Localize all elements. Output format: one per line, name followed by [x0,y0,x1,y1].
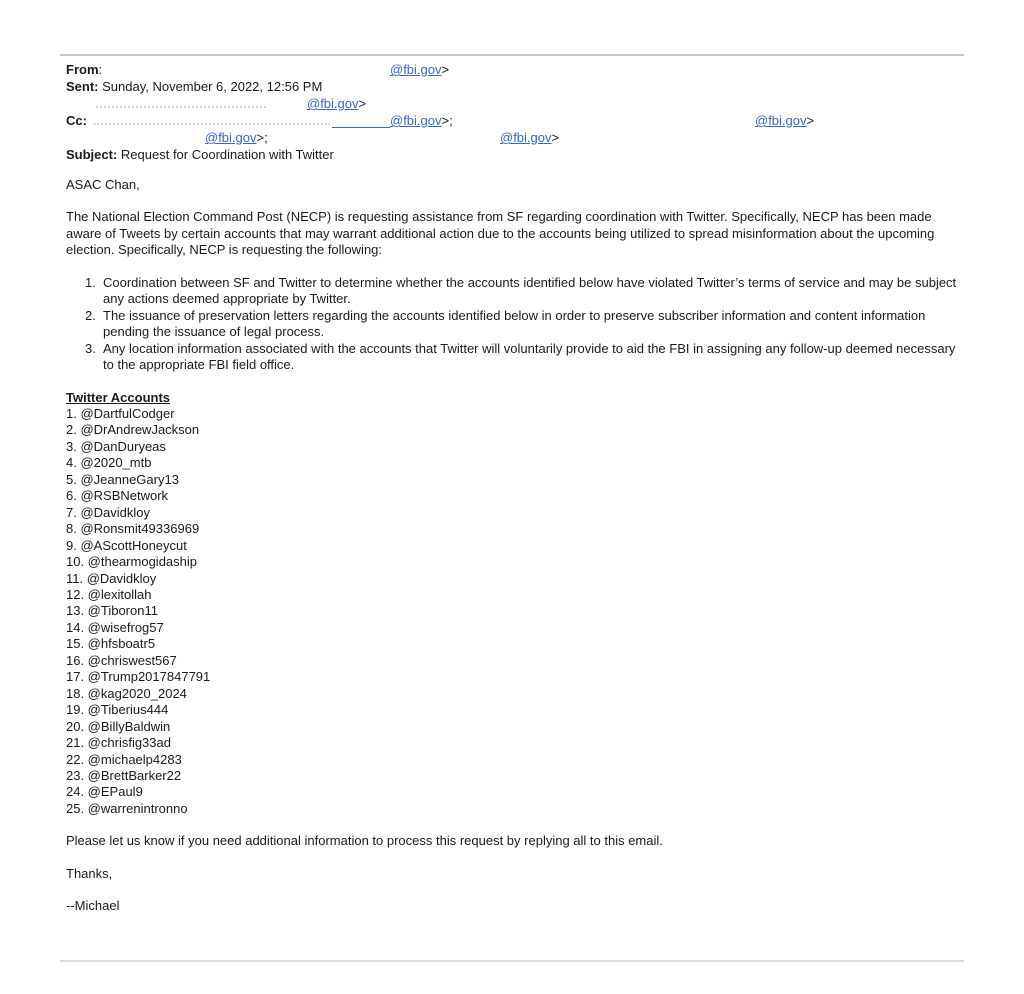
header-cc-line [66,113,966,130]
twitter-account-item: 20. @BillyBaldwin [66,718,171,734]
twitter-account-item: 9. @AScottHoneycut [66,537,187,553]
to-address [307,96,366,111]
twitter-account-item: 10. @thearmogidaship [66,554,197,570]
header-subject-line [66,147,966,164]
request-item [66,275,962,308]
from-address-suffix: > [441,62,450,77]
redaction-artifacts [94,123,330,125]
twitter-account-item: 25. @warrenintronno [66,800,188,816]
twitter-account-item: 23. @BrettBarker22 [66,767,182,783]
twitter-account-item: 17. @Trump2017847791 [66,669,211,685]
request-item-number: 2. [85,307,96,323]
twitter-account-item: 12. @lexitollah [66,586,152,602]
from-colon: : [98,62,103,77]
intro-paragraph: The National Election Command Post (NECP) is requesting assistance from SF regarding coordination with Twitter. Specifically, NECP has been made aware of Tweets by certain accounts that may warrant additional action due to the accounts being utilized to spread misinformation about the upcoming election. Specifically, NECP is requesting the following: [66,209,935,258]
twitter-account-item: 7. @Davidkloy [66,504,151,520]
twitter-account-item: 11. @Davidkloy [66,570,157,586]
request-item-text: The issuance of preservation letters regarding the accounts identified below in order to preserve subscriber information and content information pending the issuance of legal process. [103,307,926,340]
twitter-account-item: 3. @DanDuryeas [66,438,166,454]
from-label: From [66,62,99,77]
signature: --Michael [66,898,120,914]
cc-address-3 [205,130,268,145]
twitter-accounts-list [66,406,962,817]
cc-address-1-suffix: >; [441,113,453,128]
request-item-text: Coordination between SF and Twitter to determine whether the accounts identified below have violated Twitter’s terms of service and may be subject any actions deemed appropriate by Twitter. [103,274,957,307]
subject-value: Request for Coordination with Twitter [117,147,334,162]
twitter-accounts-heading: Twitter Accounts [66,389,171,405]
cc-address-1 [390,113,453,128]
request-list [66,275,962,374]
twitter-account-item: 15. @hfsboatr5 [66,636,156,652]
twitter-account-item: 8. @Ronsmit49336969 [66,521,200,537]
cc-label: Cc: [66,113,87,128]
twitter-account-item: 16. @chriswest567 [66,652,177,668]
subject-label: Subject: [66,147,118,162]
request-item-number: 3. [85,340,96,356]
sent-value: Sunday, November 6, 2022, 12:56 PM [98,79,323,94]
from-address-link[interactable]: @fbi.gov [390,62,442,77]
header-from-line [66,62,966,79]
to-address-link[interactable]: @fbi.gov [307,96,359,111]
signoff: Thanks, [66,865,113,881]
request-item-number: 1. [85,274,96,290]
salutation: ASAC Chan, [66,177,140,192]
from-address [390,62,449,77]
cc-address-4-link[interactable]: @fbi.gov [500,130,552,145]
twitter-account-item: 22. @michaelp4283 [66,751,182,767]
redaction-artifacts [96,106,266,108]
header-sent-line [66,79,966,96]
twitter-account-item: 14. @wisefrog57 [66,619,164,635]
top-divider-line [60,54,964,56]
twitter-account-item: 1. @DartfulCodger [66,405,175,421]
header-cc-overflow-line [66,130,966,147]
to-address-suffix: > [358,96,367,111]
cc-address-3-link[interactable]: @fbi.gov [205,130,257,145]
closing-line: Please let us know if you need additional information to process this request by replying all to this email. [66,833,663,849]
twitter-account-item: 24. @EPaul9 [66,784,143,800]
cc-address-2-suffix: > [806,113,815,128]
twitter-account-item: 13. @Tiboron11 [66,603,158,619]
twitter-account-item: 21. @chrisfig33ad [66,735,171,751]
email-body [66,177,962,915]
cc-address-3-suffix: >; [256,130,268,145]
cc-address-1-link[interactable]: @fbi.gov [390,113,442,128]
request-item [66,341,962,374]
twitter-account-item: 19. @Tiberius444 [66,702,169,718]
cc-address-2 [755,113,814,128]
twitter-account-item: 2. @DrAndrewJackson [66,422,200,438]
bottom-divider-line [60,960,964,962]
sent-label: Sent: [66,79,99,94]
request-item [66,308,962,341]
redacted-address-underline [332,116,390,128]
twitter-account-item: 5. @JeanneGary13 [66,471,179,487]
cc-address-4-suffix: > [551,130,560,145]
request-item-text: Any location information associated with the accounts that Twitter will voluntarily provide to aid the FBI in assigning any follow-up deemed necessary to the appropriate FBI field office. [103,340,956,373]
twitter-account-item: 18. @kag2020_2024 [66,685,187,701]
twitter-account-item: 4. @2020_mtb [66,455,152,471]
cc-address-4 [500,130,559,145]
header-to-line [66,96,966,113]
cc-address-2-link[interactable]: @fbi.gov [755,113,807,128]
twitter-account-item: 6. @RSBNetwork [66,488,169,504]
